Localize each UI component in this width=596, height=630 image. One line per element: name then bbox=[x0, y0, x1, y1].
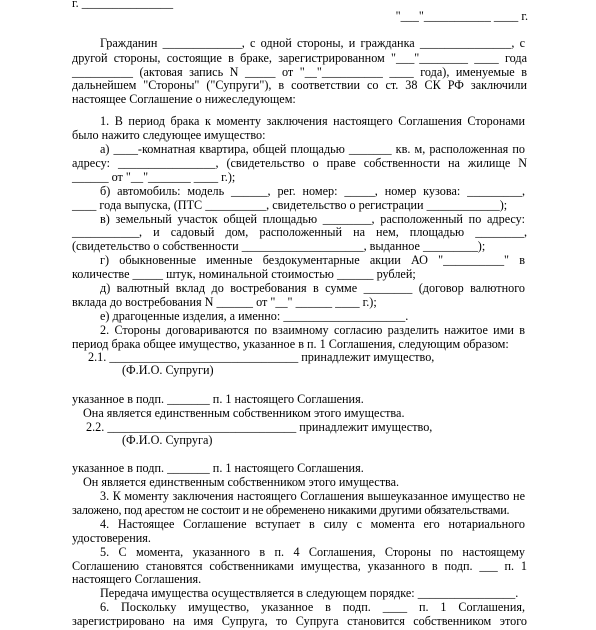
clause-2-2-line: 2.2. _______________________________ принадлежит имущество, bbox=[86, 419, 433, 434]
clause-5-line: 5. С момента, указанного в п. 4 Соглашения, Стороны по настоящему bbox=[100, 544, 525, 559]
clause-6-line: 6. Поскольку имущество, указанное в подп. ____ п. 1 Соглашения, bbox=[100, 600, 525, 615]
clause-6-line: зарегистрировано на имя Супруга, то Супруга становится собственником этого bbox=[72, 614, 527, 628]
clause-5-line: настоящего Соглашения. bbox=[72, 572, 202, 587]
item-c-line: в) земельный участок общей площадью ________, расположенный по адресу: bbox=[100, 211, 525, 226]
clause-1-line: 1. В период брака к моменту заключения настоящего Соглашения Сторонами bbox=[100, 114, 525, 129]
item-e-line: д) валютный вклад до востребования в сумме ________ (договор валютного bbox=[100, 280, 525, 295]
clause-1-line: было нажито следующее имущество: bbox=[72, 128, 266, 143]
clause-2-line: период брака общее имущество, указанное в п. 1 Соглашения, следующим образом: bbox=[72, 336, 509, 351]
item-b-line: б) автомобиль: модель ______, рег. номер: _____, номер кузова: _________, bbox=[100, 183, 525, 198]
clause-2-1-line: 2.1. _______________________________ принадлежит имущество, bbox=[88, 350, 435, 365]
paragraph-line: Гражданин _____________, с одной стороны, и гражданка _______________, с bbox=[100, 35, 525, 50]
item-d-line: количестве _____ штук, номинальной стоимостью ______ рублей; bbox=[72, 267, 416, 282]
item-a-line: адресу: ________________, (свидетельство о праве собственности на жилище N bbox=[72, 156, 527, 171]
clause-3-line: заложено, под арестом не состоит и не обременено никакими другими обязательствами. bbox=[72, 503, 510, 517]
paragraph-line: __________ (актовая запись N _____ от "__"__________ ____ года), именуемые в bbox=[72, 64, 527, 79]
clause-4-line: удостоверения. bbox=[72, 530, 151, 545]
clause-2-1-line: указанное в подп. _______ п. 1 настоящего Соглашения. bbox=[72, 392, 364, 406]
item-e-line: вклада до востребования N ______ от "__" ______ ____ г.); bbox=[72, 294, 377, 309]
clause-2-2-line: указанное в подп. _______ п. 1 настоящего Соглашения. bbox=[72, 461, 364, 476]
clause-2-2-line: Он является единственным собственником этого имущества. bbox=[83, 475, 400, 490]
clause-4-line: 4. Настоящее Соглашение вступает в силу с момента его нотариального bbox=[100, 516, 525, 531]
item-d-line: г) обыкновенные именные бездокументарные акции АО "__________" в bbox=[100, 253, 525, 268]
item-a-line: ______ от "__"_______ ____ г.); bbox=[72, 169, 236, 184]
paragraph-line: настоящее Соглашение о нижеследующем: bbox=[72, 92, 296, 107]
item-f-line: е) драгоценные изделия, а именно: ____________________. bbox=[100, 308, 409, 323]
paragraph-line: дальнейшем "Стороны" ("Супруги"), в соответствии со ст. 38 СК РФ заключили bbox=[72, 78, 527, 93]
item-a-line: а) ____-комнатная квартира, общей площадью _______ кв. м, расположенная по bbox=[100, 142, 525, 157]
caption-wife: (Ф.И.О. Супруги) bbox=[122, 363, 214, 378]
clause-2-line: 2. Стороны договариваются по взаимному согласию разделить нажитое ими в bbox=[100, 322, 525, 337]
caption-husband: (Ф.И.О. Супруга) bbox=[122, 432, 213, 447]
clause-2-1-line: Она является единственным собственником этого имущества. bbox=[83, 405, 405, 420]
clause-5-line: Соглашению становятся собственниками имущества, указанного в подп. ___ п. 1 bbox=[72, 558, 527, 573]
date-line: "___"___________ ____ г. bbox=[395, 9, 528, 23]
paragraph-line: другой стороны, состоящие в браке, зарегистрированном "___"________ ____ года bbox=[72, 50, 527, 65]
item-c-line: ___________, и садовый дом, расположенный на нем, площадью ________, bbox=[72, 225, 527, 240]
city-line: г. _______________ bbox=[72, 0, 174, 10]
clause-5-line: Передача имущества осуществляется в следующем порядке: ________________. bbox=[100, 586, 519, 601]
item-c-line: (свидетельство о собственности ____________________, выданное _________); bbox=[72, 239, 486, 254]
item-b-line: ____ года выпуска, (ПТС __________, свидетельство о регистрации ____________); bbox=[72, 197, 508, 212]
clause-3-line: 3. К моменту заключения настоящего Соглашения вышеуказанное имущество не bbox=[100, 489, 525, 504]
